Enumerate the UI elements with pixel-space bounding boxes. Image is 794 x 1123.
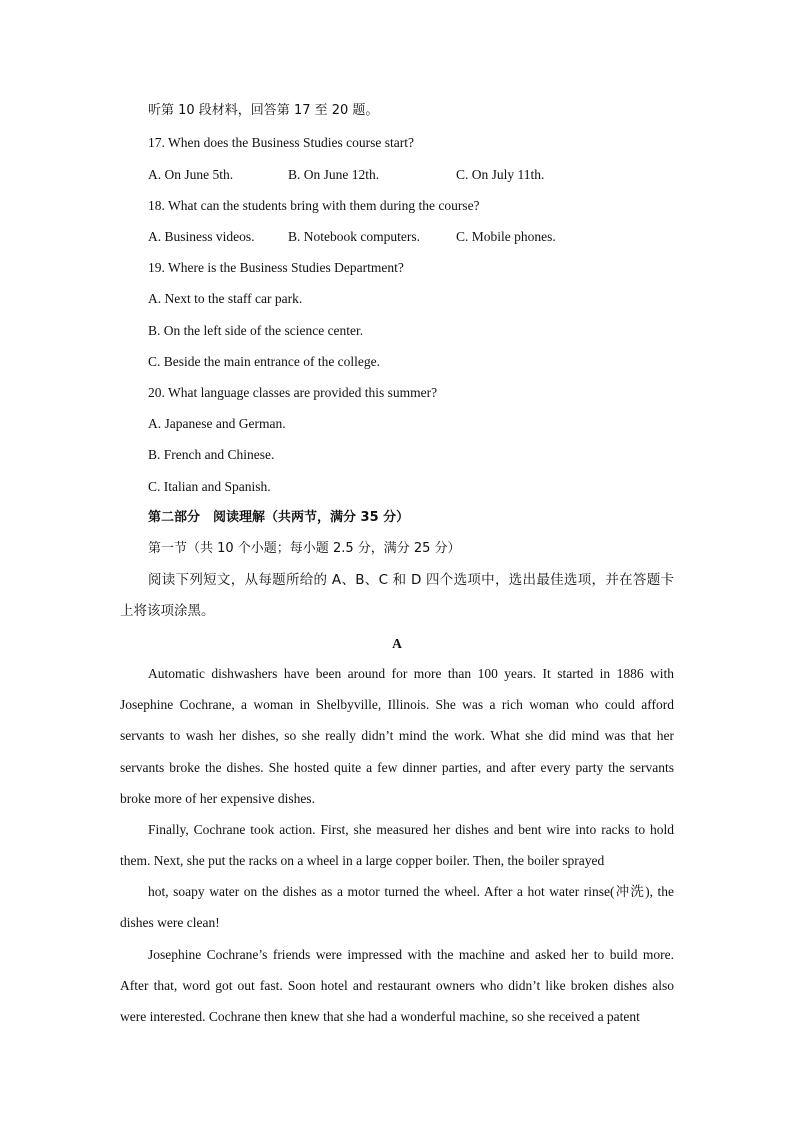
option-c: C. Mobile phones. (456, 229, 556, 244)
passage-paragraph-2: Finally, Cochrane took action. First, she measured her dishes and bent wire into racks to hold them. Next, she put the racks on a wheel in a large copper boiler. Then, the boiler sprayed (120, 822, 674, 869)
option-c: C. Italian and Spanish. (148, 479, 271, 494)
option-a: A. Next to the staff car park. (148, 291, 303, 306)
listening-section-intro: 听第 10 段材料，回答第 17 至 20 题。 (148, 103, 379, 118)
passage-paragraph-4: Josephine Cochrane’s friends were impressed with the machine and asked her to build more. After that, word got out fast. Soon hotel and restaurant owners who didn’t like broken dishes also were interested. Cochrane then knew that she had a wonderful machine, so she received a patent (120, 947, 674, 1025)
option-c: C. Beside the main entrance of the college. (148, 354, 381, 369)
option-b: B. French and Chinese. (148, 447, 275, 462)
option-b: B. On the left side of the science center. (148, 323, 364, 338)
question-19: 19. Where is the Business Studies Department? (148, 260, 404, 275)
option-b: B. On June 12th. (288, 167, 380, 182)
option-a: A. On June 5th. (148, 167, 234, 182)
reading-instruction: 阅读下列短文，从每题所给的 A、B、C 和 D 四个选项中，选出最佳选项，并在答题卡上将该项涂黑。 (120, 572, 674, 619)
option-a: A. Japanese and German. (148, 416, 286, 431)
question-20: 20. What language classes are provided this summer? (148, 385, 438, 400)
question-18: 18. What can the students bring with them during the course? (148, 198, 480, 213)
section-one-heading: 第一节（共 10 个小题；每小题 2.5 分，满分 25 分） (148, 541, 461, 556)
option-c: C. On July 11th. (456, 167, 545, 182)
option-b: B. Notebook computers. (288, 229, 420, 244)
passage-paragraph-1: Automatic dishwashers have been around for more than 100 years. It started in 1886 with Josephine Cochrane, a woman in Shelbyville, Illinois. She was a rich woman who could afford servants to wash her dishes, so she really didn’t mind the work. What she did mind was that her servants broke the dishes. She hosted quite a few dinner parties, and after every party the servants broke more of her expensive dishes. (120, 666, 674, 806)
passage-paragraph-3: hot, soapy water on the dishes as a motor turned the wheel. After a hot water rinse(冲洗), the dishes were clean! (120, 884, 674, 931)
passage-title: A (392, 636, 402, 651)
question-17: 17. When does the Business Studies course start? (148, 135, 414, 150)
option-a: A. Business videos. (148, 229, 255, 244)
part-two-heading: 第二部分 阅读理解（共两节，满分 35 分） (148, 510, 410, 525)
